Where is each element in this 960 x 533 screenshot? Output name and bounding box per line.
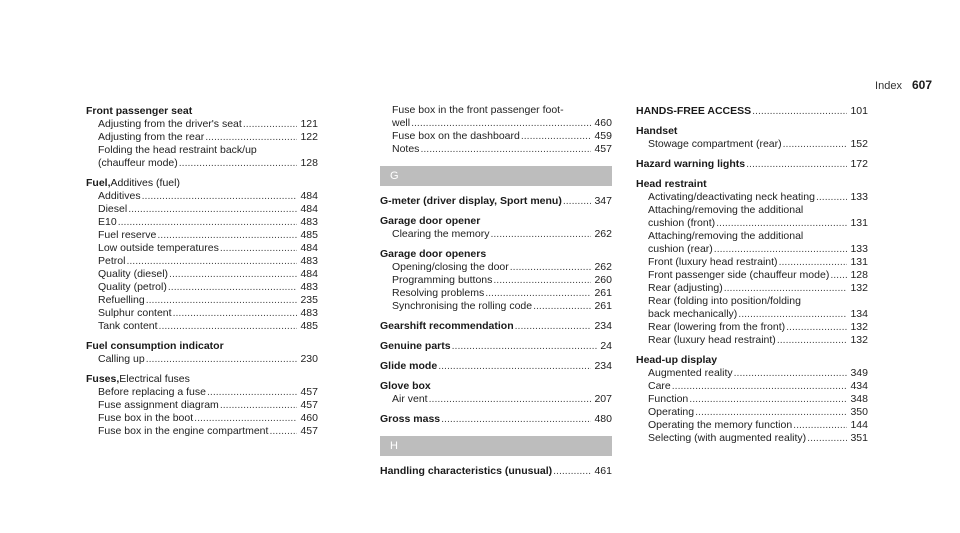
index-entry[interactable]: Fuel reserve ..... 485 <box>86 229 318 242</box>
index-topic-gearshift-recommendation[interactable]: Gearshift recommendation ..... 234 <box>380 319 612 333</box>
index-column-3 <box>636 104 868 445</box>
index-entry[interactable]: Front (luxury head restraint) ..... 131 <box>636 256 868 269</box>
page-number: 607 <box>911 78 932 92</box>
index-entry[interactable]: Care ..... 434 <box>636 380 868 393</box>
index-entry[interactable]: Additives ..... 484 <box>86 190 318 203</box>
index-entry[interactable]: Fuse box on the dashboard ..... 459 <box>380 130 612 143</box>
index-topic-gross-mass[interactable]: Gross mass ..... 480 <box>380 412 612 426</box>
index-label: Index <box>875 80 902 92</box>
index-entry[interactable]: Rear (luxury head restraint) ..... 132 <box>636 334 868 347</box>
index-entry[interactable]: Low outside temperatures ..... 484 <box>86 242 318 255</box>
index-entry[interactable]: cushion (rear) ..... 133 <box>636 243 868 256</box>
index-entry[interactable]: E10 ..... 483 <box>86 216 318 229</box>
index-entry[interactable]: Air vent ..... 207 <box>380 393 612 406</box>
index-entry[interactable]: Front passenger side (chauffeur mode) ..... 128 <box>636 269 868 282</box>
index-entry[interactable]: Petrol ..... 483 <box>86 255 318 268</box>
index-topic-fuses[interactable]: Fuses, Electrical fuses <box>86 373 190 385</box>
index-entry[interactable]: Diesel ..... 484 <box>86 203 318 216</box>
index-entry[interactable]: Opening/closing the door ..... 262 <box>380 261 612 274</box>
section-letter-h: H <box>380 436 612 456</box>
index-entry[interactable]: Resolving problems ..... 261 <box>380 287 612 300</box>
section-letter-g: G <box>380 166 612 186</box>
index-topic-hands-free-access[interactable]: HANDS-FREE ACCESS ..... 101 <box>636 104 868 118</box>
fuel-entries <box>86 190 318 333</box>
index-topic-hazard-warning-lights[interactable]: Hazard warning lights ..... 172 <box>636 157 868 171</box>
index-entry-line[interactable]: Folding the head restraint back/up <box>98 144 257 156</box>
index-entry[interactable]: Augmented reality ..... 349 <box>636 367 868 380</box>
index-entry[interactable]: Activating/deactivating neck heating ..... 133 <box>636 191 868 204</box>
index-entry[interactable]: Fuse assignment diagram ..... 457 <box>86 399 318 412</box>
index-topic-garage-door-openers[interactable]: Garage door openers <box>380 248 487 260</box>
index-entry[interactable]: Clearing the memory ..... 262 <box>380 228 612 241</box>
index-entry[interactable]: Fuse box in the boot ..... 460 <box>86 412 318 425</box>
index-entry-line[interactable]: Attaching/removing the additional <box>648 204 804 216</box>
index-topic-head-restraint[interactable]: Head restraint <box>636 178 707 190</box>
index-entry[interactable]: (chauffeur mode) ..... 128 <box>86 157 318 170</box>
index-entry[interactable]: Operating ..... 350 <box>636 406 868 419</box>
index-topic-glove-box[interactable]: Glove box <box>380 380 431 392</box>
index-topic-head-up-display[interactable]: Head-up display <box>636 354 718 366</box>
index-column-1 <box>86 104 318 438</box>
index-entry[interactable]: Notes ..... 457 <box>380 143 612 156</box>
index-entry[interactable]: Adjusting from the driver's seat ..... 121 <box>86 118 318 131</box>
index-topic-g-meter[interactable]: G-meter (driver display, Sport menu) ..... 347 <box>380 194 612 208</box>
index-topic-fuel[interactable]: Fuel, Additives (fuel) <box>86 177 180 189</box>
index-entry-line[interactable]: Attaching/removing the additional <box>648 230 804 242</box>
index-entry[interactable]: Refuelling ..... 235 <box>86 294 318 307</box>
index-entry[interactable]: Function ..... 348 <box>636 393 868 406</box>
index-entry-line[interactable]: Rear (folding into position/folding <box>648 295 801 307</box>
index-entry[interactable]: well ..... 460 <box>380 117 612 130</box>
index-topic-genuine-parts[interactable]: Genuine parts ..... 24 <box>380 339 612 353</box>
index-topic-handset[interactable]: Handset <box>636 125 678 137</box>
index-entry[interactable]: Programming buttons ..... 260 <box>380 274 612 287</box>
index-entry[interactable]: Calling up ..... 230 <box>86 353 318 366</box>
index-entry[interactable]: back mechanically) ..... 134 <box>636 308 868 321</box>
index-entry[interactable]: Fuse box in the engine compartment ..... 457 <box>86 425 318 438</box>
index-entry[interactable]: Quality (diesel) ..... 484 <box>86 268 318 281</box>
index-topic-garage-door-opener[interactable]: Garage door opener <box>380 215 481 227</box>
index-entry[interactable]: Quality (petrol) ..... 483 <box>86 281 318 294</box>
index-entry[interactable]: Rear (adjusting) ..... 132 <box>636 282 868 295</box>
index-topic-fuel-consumption-indicator[interactable]: Fuel consumption indicator <box>86 340 224 352</box>
index-entry[interactable]: Before replacing a fuse ..... 457 <box>86 386 318 399</box>
index-entry[interactable]: Tank content ..... 485 <box>86 320 318 333</box>
index-entry[interactable]: Rear (lowering from the front) ..... 132 <box>636 321 868 334</box>
page-header <box>875 78 932 92</box>
index-entry-line[interactable]: Fuse box in the front passenger foot- <box>392 104 564 116</box>
index-column-2 <box>380 104 612 478</box>
index-entry[interactable]: Operating the memory function ..... 144 <box>636 419 868 432</box>
index-entry[interactable]: Selecting (with augmented reality) ..... 351 <box>636 432 868 445</box>
index-entry[interactable]: Synchronising the rolling code ..... 261 <box>380 300 612 313</box>
index-entry[interactable]: Adjusting from the rear ..... 122 <box>86 131 318 144</box>
index-topic-glide-mode[interactable]: Glide mode ..... 234 <box>380 359 612 373</box>
index-topic-front-passenger-seat[interactable]: Front passenger seat <box>86 105 193 117</box>
index-topic-handling-characteristics[interactable]: Handling characteristics (unusual) ..... 461 <box>380 464 612 478</box>
index-entry[interactable]: cushion (front) ..... 131 <box>636 217 868 230</box>
index-entry[interactable]: Sulphur content ..... 483 <box>86 307 318 320</box>
index-entry[interactable]: Stowage compartment (rear) ..... 152 <box>636 138 868 151</box>
